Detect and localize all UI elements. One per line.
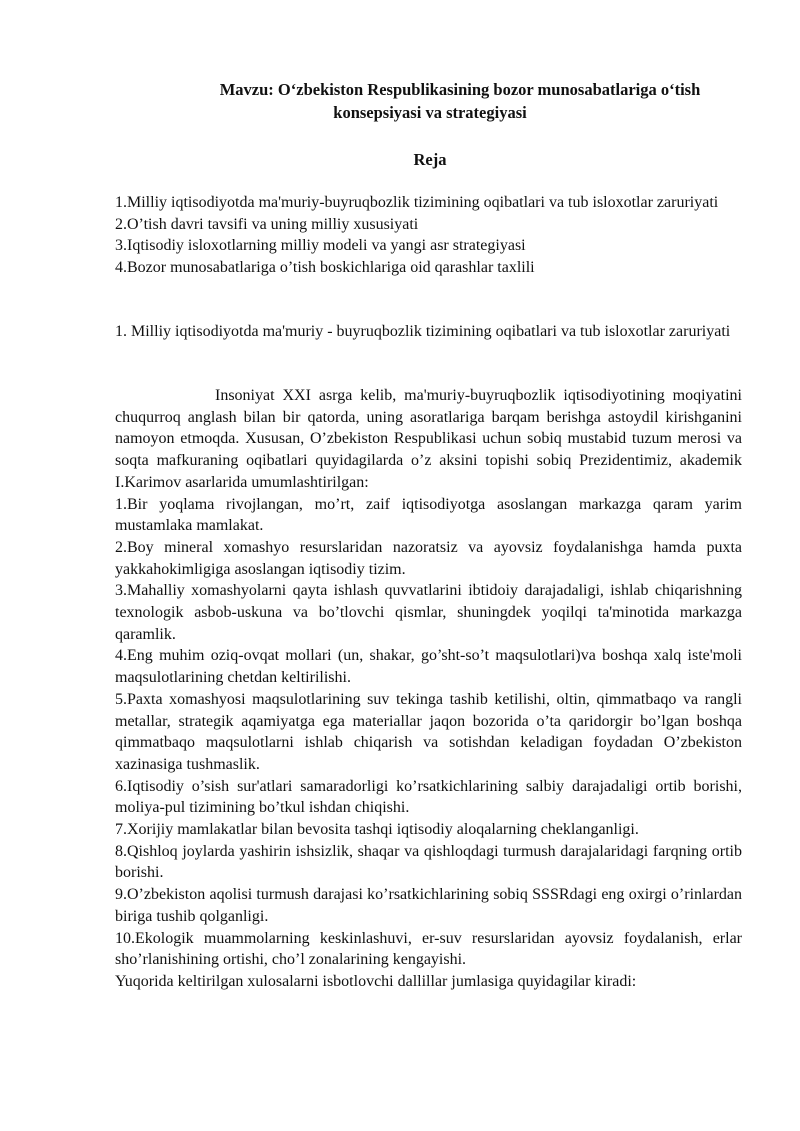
title-line-1: Mavzu: O‘zbekiston Respublikasining bozor munosabatlariga o‘tish bbox=[219, 80, 701, 99]
section-heading: 1. Milliy iqtisodiyotda ma'muriy - buyruqbozlik tizimining oqibatlari va tub isloxotlar zaruriyati bbox=[115, 323, 731, 340]
title-line-2: konsepsiyasi va strategiyasi bbox=[333, 103, 527, 122]
point-paragraph: 3.Mahalliy xomashyolarni qayta ishlash quvvatlarini ibtidoiy darajadaligi, ishlab chiqarishning texnologik asbob-uskuna va bo’tlovchi qismlar, shuningdek yoqilqi ta'minotida markazga qaramlik. bbox=[115, 582, 742, 643]
closing-paragraph: Yuqorida keltirilgan xulosalarni isbotlovchi dallillar jumlasiga quyidagilar kiradi: bbox=[115, 972, 637, 990]
plan-heading: Reja bbox=[413, 150, 447, 169]
plan-item: 2.O’tish davri tavsifi va uning milliy xususiyati bbox=[115, 215, 419, 233]
intro-paragraph: Insoniyat XXI asrga kelib, ma'muriy-buyruqbozlik iqtisodiyotining moqiyatini chuqurroq anglash bilan bir qatorda, uning asoratlariga barqam berishga astoydil kirishganini namoyon etmoqda. Xususan, O’zbekiston Respublikasi uchun sobiq mustabid tuzum merosi va soqta mafkuraning oqibatlari quyidagilarda o’z aksini topishi sobiq Prezidentimiz, akademik I.Karimov asarlarida umumlashtirilgan: bbox=[115, 387, 742, 491]
point-paragraph: 10.Ekologik muammolarning keskinlashuvi, er-suv resurslaridan ayovsiz foydalanish, erlar sho’rlanishining ortishi, cho’l zonalarining kengayishi. bbox=[115, 929, 742, 969]
point-paragraph: 7.Xorijiy mamlakatlar bilan bevosita tashqi iqtisodiy aloqalarning cheklanganligi. bbox=[115, 821, 639, 839]
point-paragraph: 2.Boy mineral xomashyo resurslaridan nazoratsiz va ayovsiz foydalanishga hamda puxta yakkahokimligiga asoslangan iqtisodiy tizim. bbox=[115, 538, 742, 578]
point-paragraph: 6.Iqtisodiy o’sish sur'atlari samaradorligi ko’rsatkichlarining salbiy darajadaligi ortib borishi, moliya-pul tizimining bo’tkul ishdan chiqishi. bbox=[115, 777, 742, 817]
point-paragraph: 9.O’zbekiston aqolisi turmush darajasi ko’rsatkichlarining sobiq SSSRdagi eng oxirgi o’rinlardan biriga tushib qolganligi. bbox=[115, 886, 742, 925]
plan-item: 4.Bozor munosabatlariga o’tish boskichlariga oid qarashlar taxlili bbox=[115, 258, 535, 276]
point-paragraph: 4.Eng muhim oziq-ovqat mollari (un, shakar, go’sht-so’t maqsulotlari)va boshqa xalq iste'moli maqsulotlarining chetdan keltirilishi. bbox=[115, 647, 742, 687]
point-paragraph: 8.Qishloq joylarda yashirin ishsizlik, shaqar va qishloqdagi turmush darajalaridagi farqning ortib borishi. bbox=[115, 842, 742, 882]
document-title bbox=[118, 78, 742, 124]
plan-item: 1.Milliy iqtisodiyotda ma'muriy-buyruqbozlik tizimining oqibatlari va tub isloxotlar zaruriyati bbox=[115, 194, 719, 211]
plan-list bbox=[115, 192, 742, 278]
point-paragraph: 1.Bir yoqlama rivojlangan, mo’rt, zaif iqtisodiyotga asoslangan markazga qaram yarim mustamlaka mamlakat. bbox=[115, 495, 742, 535]
plan-item: 3.Iqtisodiy isloxotlarning milliy modeli va yangi asr strategiyasi bbox=[115, 237, 526, 254]
point-paragraph: 5.Paxta xomashyosi maqsulotlarining suv tekinga tashib ketilishi, oltin, qimmatbaqo va rangli metallar, strategik aqamiyatga ega materiallar jaqon bozorida o’ta qaridorgir bo’lgan boshqa qimmatbaqo maqsulotlarni ishlab chiqarish va sotishdan keladigan foydadan O’zbekiston xazinasiga tushmaslik. bbox=[115, 690, 742, 773]
section-body bbox=[115, 385, 742, 993]
